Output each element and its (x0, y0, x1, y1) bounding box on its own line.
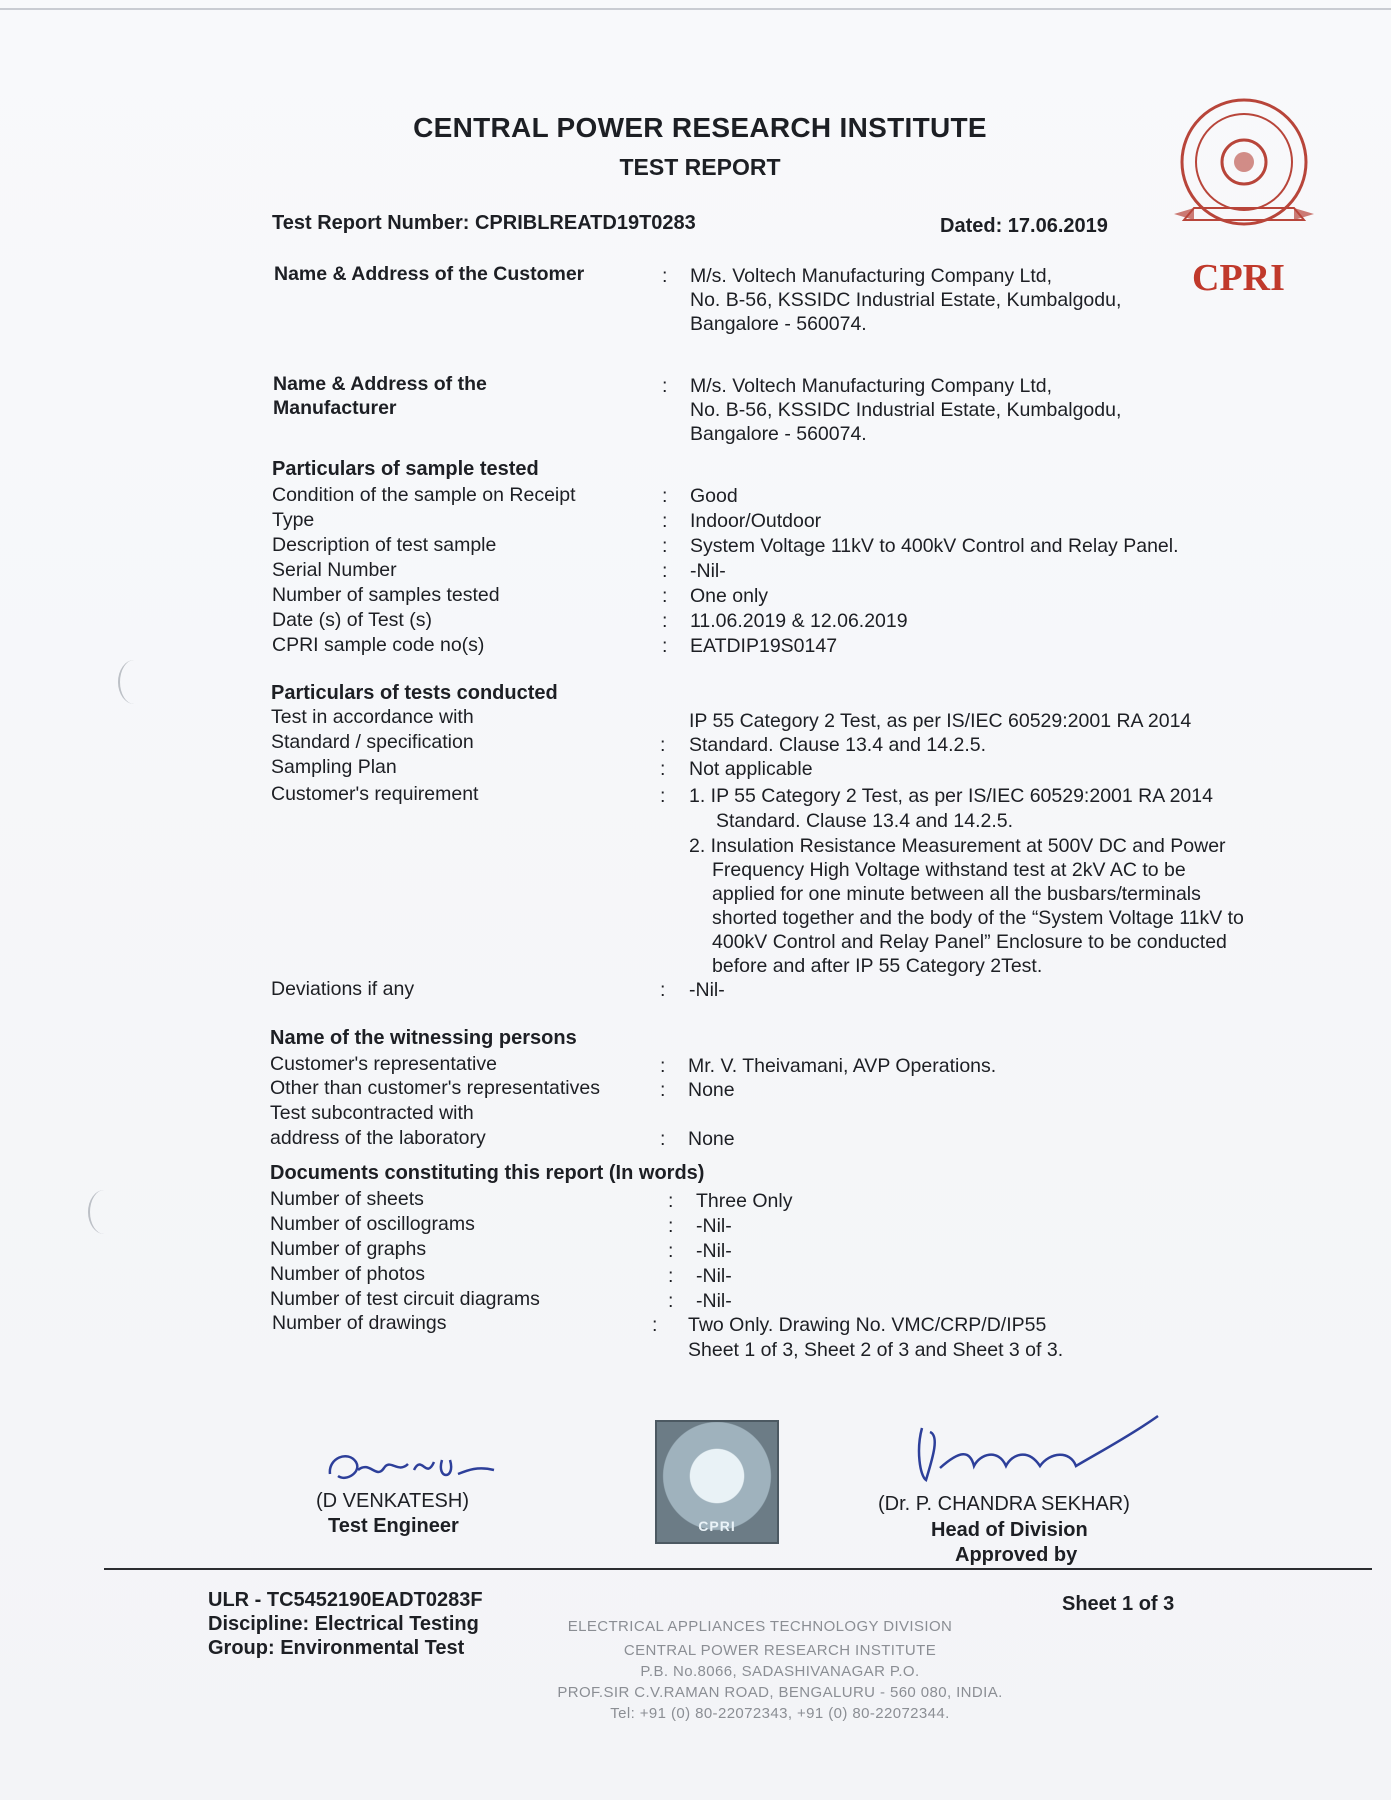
sample-label: Date (s) of Test (s) (272, 609, 433, 631)
engineer-name: (D VENKATESH) (316, 1490, 469, 1512)
sample-label: CPRI sample code no(s) (272, 634, 485, 656)
drawings-value: Sheet 1 of 3, Sheet 2 of 3 and Sheet 3 of 3. (688, 1339, 1064, 1361)
manufacturer-line: Bangalore - 560074. (690, 423, 867, 445)
sample-label: Serial Number (272, 559, 397, 581)
documents-label: Number of sheets (270, 1188, 424, 1210)
sample-value: System Voltage 11kV to 400kV Control and Relay Panel. (690, 535, 1179, 557)
manufacturer-label: Manufacturer (273, 397, 397, 419)
sample-value: -Nil- (690, 560, 726, 582)
deviations-value: -Nil- (689, 979, 725, 1001)
colon: : (662, 510, 668, 532)
witness-label: Other than customer's representatives (270, 1077, 600, 1099)
footer-tel: Tel: +91 (0) 80-22072343, +91 (0) 80-22072344. (610, 1705, 950, 1722)
report-title: TEST REPORT (619, 154, 781, 180)
witness-heading: Name of the witnessing persons (270, 1027, 577, 1049)
cpri-logo: CPRI (1192, 257, 1285, 299)
requirement-line: 2. Insulation Resistance Measurement at 500V DC and Power (689, 835, 1226, 857)
colon: : (668, 1290, 674, 1312)
engineer-role: Test Engineer (328, 1515, 459, 1537)
colon: : (652, 1314, 658, 1336)
witness-value: Mr. V. Theivamani, AVP Operations. (688, 1055, 997, 1077)
sample-value: 11.06.2019 & 12.06.2019 (690, 610, 908, 632)
customer-label: Name & Address of the Customer (274, 263, 585, 285)
colon: : (668, 1265, 674, 1287)
accordance-value: IP 55 Category 2 Test, as per IS/IEC 60529:2001 RA 2014 (689, 710, 1192, 732)
footer-road: PROF.SIR C.V.RAMAN ROAD, BENGALURU - 560 080, INDIA. (557, 1684, 1003, 1701)
colon: : (660, 785, 666, 807)
footer-po: P.B. No.8066, SADASHIVANAGAR P.O. (640, 1663, 920, 1680)
documents-value: -Nil- (696, 1290, 732, 1312)
drawings-label: Number of drawings (272, 1312, 447, 1334)
witness-value: None (688, 1079, 735, 1101)
requirement-line: Standard. Clause 13.4 and 14.2.5. (716, 810, 1014, 832)
punch-hole-mark (88, 1190, 120, 1234)
customer-line: M/s. Voltech Manufacturing Company Ltd, (690, 265, 1053, 287)
witness-label: address of the laboratory (270, 1127, 486, 1149)
deviations-label: Deviations if any (271, 978, 415, 1000)
sample-value: Indoor/Outdoor (690, 510, 822, 532)
ulr-number: ULR - TC5452190EADT0283F (208, 1589, 483, 1611)
hologram-seal-icon (655, 1420, 779, 1544)
documents-value: -Nil- (696, 1215, 732, 1237)
punch-hole-mark (118, 660, 150, 704)
discipline: Discipline: Electrical Testing (208, 1613, 479, 1635)
colon: : (662, 610, 668, 632)
documents-label: Number of oscillograms (270, 1213, 475, 1235)
colon: : (660, 1128, 666, 1150)
hod-name: (Dr. P. CHANDRA SEKHAR) (878, 1493, 1130, 1515)
documents-value: Three Only (696, 1190, 793, 1212)
sample-heading: Particulars of sample tested (272, 458, 539, 480)
colon: : (662, 560, 668, 582)
documents-label: Number of photos (270, 1263, 426, 1285)
colon: : (668, 1190, 674, 1212)
tests-heading: Particulars of tests conducted (271, 682, 558, 704)
customer-line: No. B-56, KSSIDC Industrial Estate, Kumbalgodu, (690, 289, 1122, 311)
colon: : (662, 635, 668, 657)
witness-label: Customer's representative (270, 1053, 497, 1075)
colon: : (668, 1240, 674, 1262)
report-number: Test Report Number: CPRIBLREATD19T0283 (272, 212, 696, 234)
cpri-seal-icon (1170, 92, 1318, 240)
footer-org: CENTRAL POWER RESEARCH INSTITUTE (623, 1642, 937, 1659)
colon: : (662, 585, 668, 607)
accordance-label: Standard / specification (271, 731, 474, 753)
requirement-line: shorted together and the body of the “System Voltage 11kV to (712, 907, 1244, 929)
manufacturer-label: Name & Address of the (273, 373, 487, 395)
manufacturer-line: No. B-56, KSSIDC Industrial Estate, Kumbalgodu, (690, 399, 1122, 421)
manufacturer-line: M/s. Voltech Manufacturing Company Ltd, (690, 375, 1053, 397)
sample-label: Type (272, 509, 315, 531)
colon: : (662, 375, 668, 397)
documents-label: Number of test circuit diagrams (270, 1288, 540, 1310)
hod-signature-icon (900, 1410, 1170, 1490)
sample-value: One only (690, 585, 769, 607)
sample-value: EATDIP19S0147 (690, 635, 838, 657)
requirement-line: Frequency High Voltage withstand test at 2kV AC to be (712, 859, 1186, 881)
colon: : (660, 758, 666, 780)
customer-line: Bangalore - 560074. (690, 313, 867, 335)
footer-division: ELECTRICAL APPLIANCES TECHNOLOGY DIVISION (567, 1618, 953, 1635)
requirement-line: applied for one minute between all the busbars/terminals (712, 883, 1201, 905)
approved-by: Approved by (955, 1544, 1078, 1566)
accordance-label: Test in accordance with (271, 706, 474, 728)
drawings-value: Two Only. Drawing No. VMC/CRP/D/IP55 (688, 1314, 1047, 1336)
sheet-number: Sheet 1 of 3 (1062, 1593, 1175, 1615)
institute-name: CENTRAL POWER RESEARCH INSTITUTE (413, 112, 987, 143)
colon: : (660, 734, 666, 756)
colon: : (662, 535, 668, 557)
documents-value: -Nil- (696, 1240, 732, 1262)
footer-divider (104, 1568, 1372, 1570)
sampling-label: Sampling Plan (271, 756, 397, 778)
requirement-line: before and after IP 55 Category 2Test. (712, 955, 1043, 977)
colon: : (660, 1079, 666, 1101)
requirement-label: Customer's requirement (271, 783, 479, 805)
colon: : (660, 1055, 666, 1077)
colon: : (668, 1215, 674, 1237)
documents-heading: Documents constituting this report (In words) (270, 1162, 705, 1184)
hod-role: Head of Division (931, 1519, 1088, 1541)
sampling-value: Not applicable (689, 758, 813, 780)
sample-label: Condition of the sample on Receipt (272, 484, 576, 506)
sample-label: Description of test sample (272, 534, 497, 556)
requirement-line: 400kV Control and Relay Panel” Enclosure to be conducted (712, 931, 1227, 953)
witness-label: Test subcontracted with (270, 1102, 474, 1124)
accordance-value: Standard. Clause 13.4 and 14.2.5. (689, 734, 987, 756)
documents-value: -Nil- (696, 1265, 732, 1287)
requirement-line: 1. IP 55 Category 2 Test, as per IS/IEC 60529:2001 RA 2014 (689, 785, 1213, 807)
documents-label: Number of graphs (270, 1238, 427, 1260)
hologram-text: CPRI (698, 1518, 736, 1534)
report-date: Dated: 17.06.2019 (940, 215, 1108, 237)
top-edge-line (0, 8, 1391, 10)
group: Group: Environmental Test (208, 1637, 465, 1659)
sample-value: Good (690, 485, 738, 507)
colon: : (662, 485, 668, 507)
colon: : (662, 265, 668, 287)
colon: : (660, 979, 666, 1001)
witness-value: None (688, 1128, 735, 1150)
sample-label: Number of samples tested (272, 584, 500, 606)
